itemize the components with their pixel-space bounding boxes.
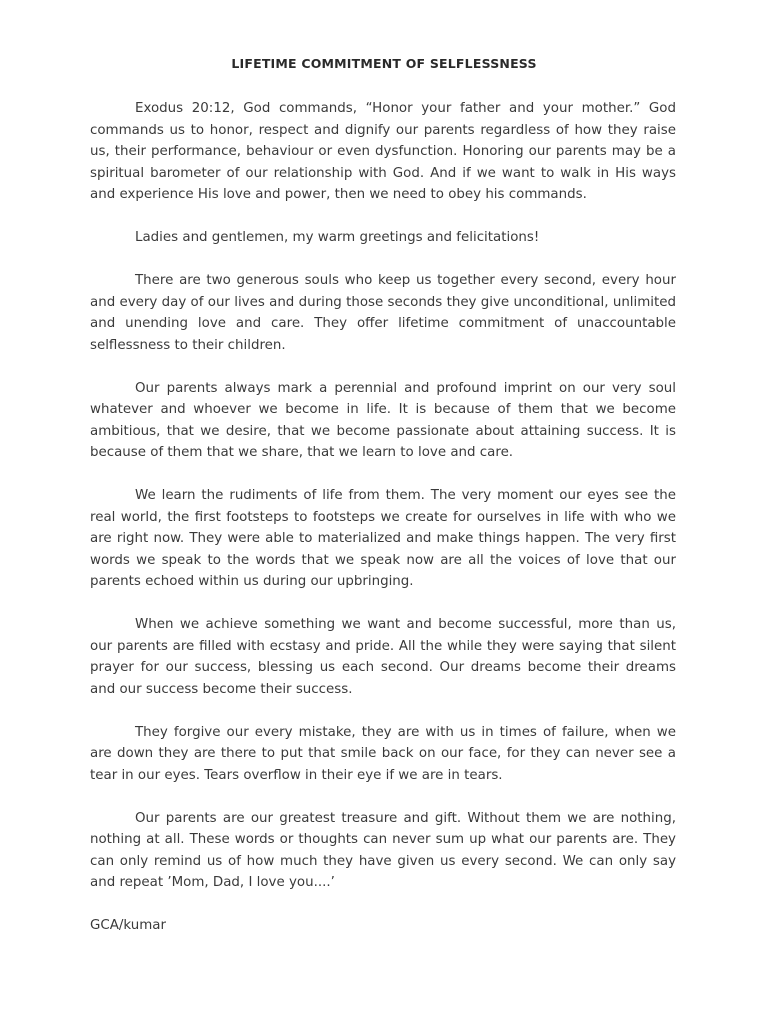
- document-body: [90, 98, 676, 937]
- paragraph-forgive: They forgive our every mistake, they are with us in times of failure, when we are down they are there to put that smile back on our face, for they can never see a tear in our eyes. Tears overflow in their eye if we are in tears.: [90, 724, 676, 783]
- paragraph-rudiments: We learn the rudiments of life from them. The very moment our eyes see the real world, the first footsteps to footsteps we create for ourselves in life with who we are right now. They were able to materialized and make things happen. The very first words we speak to the words that we speak now are all the voices of love that our parents echoed within us during our upbringing.: [90, 488, 676, 589]
- paragraph-greetings: Ladies and gentlemen, my warm greetings and felicitations!: [135, 230, 540, 245]
- paragraph-success: When we achieve something we want and become successful, more than us, our parents are filled with ecstasy and pride. All the while they were saying that silent prayer for our success, blessing us each second. Our dreams become their dreams and our success become their success.: [90, 617, 676, 697]
- signature: GCA/kumar: [90, 918, 166, 933]
- paragraph-exodus: Exodus 20:12, God commands, “Honor your father and your mother.” God commands us to honor, respect and dignify our parents regardless of how they raise us, their performance, behaviour or even dysfunction. Honoring our parents may be a spiritual barometer of our relationship with God. And if we want to walk in His ways and experience His love and power, then we need to obey his commands.: [90, 101, 676, 202]
- paragraph-treasure: Our parents are our greatest treasure and gift. Without them we are nothing, nothing at all. These words or thoughts can never sum up what our parents are. They can only remind us of how much they have given us every second. We can only say and repeat ’Mom, Dad, I love you....’: [90, 810, 676, 890]
- document-title: LIFETIME COMMITMENT OF SELFLESSNESS: [231, 56, 537, 71]
- paragraph-imprint: Our parents always mark a perennial and profound imprint on our very soul whatever and whoever we become in life. It is because of them that we become ambitious, that we desire, that we become passionate about attaining success. It is because of them that we share, that we learn to love and care.: [90, 380, 676, 460]
- paragraph-generous-souls: There are two generous souls who keep us together every second, every hour and every day of our lives and during those seconds they give unconditional, unlimited and unending love and care. They offer lifetime commitment of unaccountable selflessness to their children.: [90, 273, 676, 353]
